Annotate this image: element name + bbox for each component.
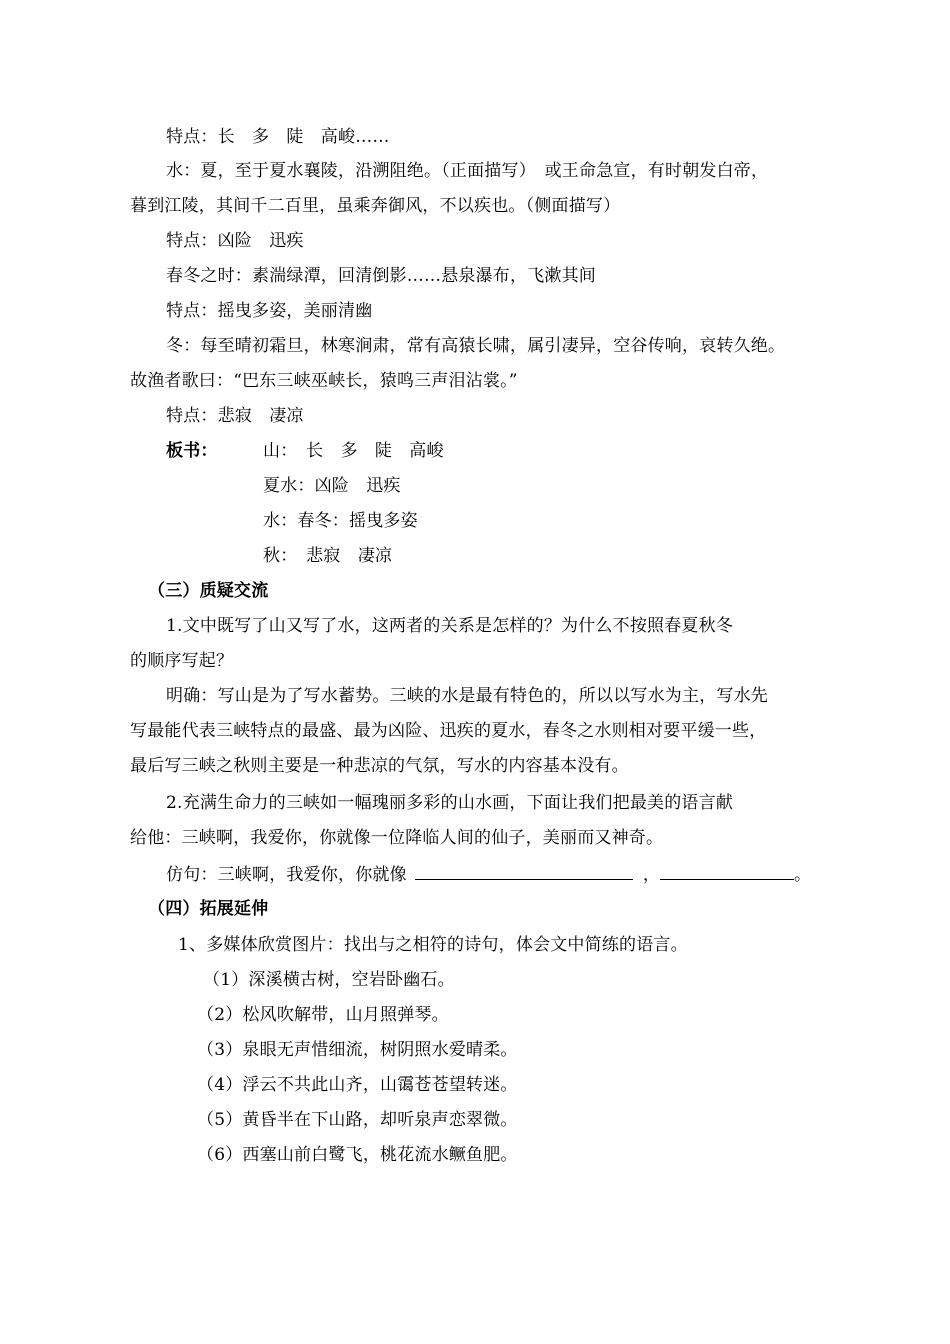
answer-1-line-3: 最后写三峡之秋则主要是一种悲凉的气氛，写水的内容基本没有。	[130, 756, 629, 776]
question-1-line: 1.文中既写了山又写了水，这两者的关系是怎样的？为什么不按照春夏秋冬	[166, 616, 734, 636]
board-row-mountain: 山： 长 多 陡 高峻	[263, 441, 444, 461]
answer-1-line-2: 写最能代表三峡特点的最盛、最为凶险、迅疾的夏水，春冬之水则相对要平缓一些，	[130, 721, 767, 741]
board-row-autumn: 秋： 悲寂 凄凉	[263, 546, 393, 566]
poem-item: （1）深溪横古树，空岩卧幽石。	[203, 970, 455, 990]
imitation-prefix: 仿句：三峡啊，我爱你，你就像	[166, 865, 407, 885]
poem-item: （5）黄昏半在下山路，却听泉声恋翠微。	[197, 1110, 518, 1130]
section-heading-4: （四）拓展延伸	[148, 899, 269, 919]
spring-winter-line: 春冬之时：素湍绿潭，回清倒影……悬泉瀑布，飞漱其间	[166, 266, 596, 286]
question-1-line-cont: 的顺序写起？	[130, 651, 234, 671]
question-2-line-cont: 给他：三峡啊，我爱你，你就像一位降临人间的仙子，美丽而又神奇。	[130, 828, 664, 848]
board-label: 板书：	[166, 441, 218, 461]
section-heading-3: （三）质疑交流	[148, 581, 269, 601]
summer-water-line-cont: 暮到江陵，其间千二百里，虽乘奔御风，不以疾也。（侧面描写）	[130, 196, 621, 216]
imitation-comma: ，	[642, 865, 661, 885]
poem-item: （2）松风吹解带，山月照弹琴。	[197, 1005, 449, 1025]
feature-autumn-line: 特点：悲寂 凄凉	[166, 406, 304, 426]
imitation-blank-2[interactable]	[660, 862, 794, 880]
feature-summer-line: 特点：凶险 迅疾	[166, 231, 304, 251]
imitation-sentence	[166, 862, 811, 886]
board-row-summer: 夏水：凶险 迅疾	[263, 476, 401, 496]
answer-1-line: 明确：写山是为了写水蓄势。三峡的水是最有特色的，所以以写水为主，写水先	[166, 686, 768, 706]
imitation-blank-1[interactable]	[415, 862, 633, 880]
winter-line: 冬：每至晴初霜旦，林寒涧肃，常有高猿长啸，属引凄异，空谷传响，哀转久绝。	[166, 336, 786, 356]
imitation-end: 。	[794, 865, 812, 885]
poem-item: （6）西塞山前白鹭飞，桃花流水鳜鱼肥。	[197, 1145, 518, 1165]
poem-item: （4）浮云不共此山齐，山霭苍苍望转迷。	[197, 1075, 518, 1095]
poem-item: （3）泉眼无声惜细流，树阴照水爱晴柔。	[197, 1040, 518, 1060]
feature-spring-line: 特点：摇曳多姿，美丽清幽	[166, 301, 373, 321]
summer-water-line: 水：夏，至于夏水襄陵，沿溯阻绝。（正面描写） 或王命急宣，有时朝发白帝，	[166, 161, 769, 181]
feature-mountain-line: 特点：长 多 陡 高峻……	[166, 127, 390, 147]
fisherman-song-line: 故渔者歌曰：“巴东三峡巫峡长，猿鸣三声泪沾裳。”	[130, 371, 518, 391]
question-2-line: 2.充满生命力的三峡如一幅瑰丽多彩的山水画，下面让我们把最美的语言献	[166, 793, 734, 813]
extension-task: 1、多媒体欣赏图片：找出与之相符的诗句，体会文中简练的语言。	[178, 935, 688, 955]
board-row-spring: 水：春冬：摇曳多姿	[263, 511, 418, 531]
